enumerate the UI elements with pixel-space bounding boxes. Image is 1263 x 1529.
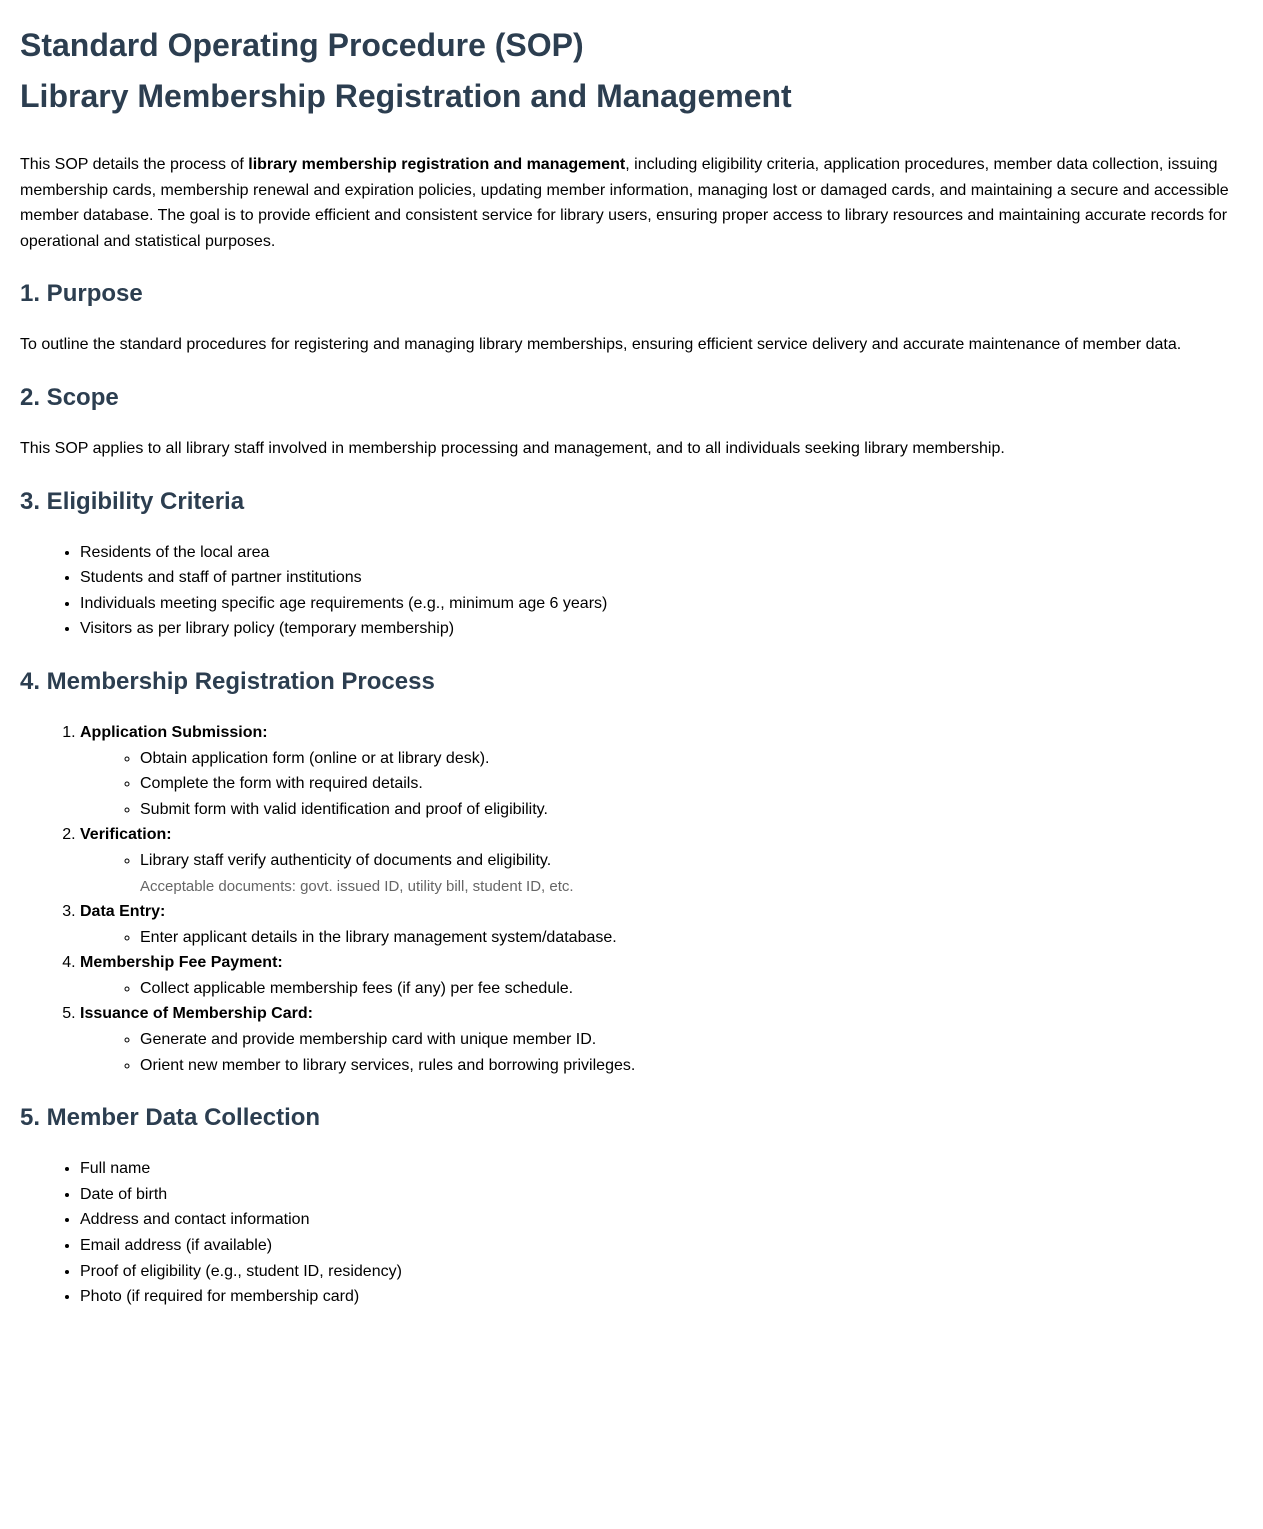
- list-item: ◦ Submit form with valid identification and proof of eligibility.: [140, 797, 1243, 823]
- list-item: ◦ Enter applicant details in the library management system/database.: [140, 925, 1243, 951]
- step-sublist: [80, 746, 1243, 823]
- list-item: • Visitors as per library policy (temporary membership): [80, 616, 1243, 642]
- step-sublist: [80, 925, 1243, 951]
- step-title: Membership Fee Payment:: [80, 954, 283, 972]
- intro-bold: library membership registration and management: [248, 156, 626, 173]
- intro-paragraph: [20, 152, 1243, 254]
- list-item: • Residents of the local area: [80, 540, 1243, 566]
- list-item-text: Library staff verify authenticity of documents and eligibility.: [140, 851, 552, 869]
- list-item: • Address and contact information: [80, 1207, 1243, 1233]
- list-item: [140, 848, 1243, 899]
- registration-heading: 4. Membership Registration Process: [20, 667, 435, 695]
- scope-heading: 2. Scope: [20, 383, 119, 411]
- step-title: Issuance of Membership Card:: [80, 1005, 313, 1023]
- purpose-text: To outline the standard procedures for registering and managing library memberships, ensuring efficient service delivery and accurate maintenance of member data.: [20, 336, 1182, 354]
- data-collection-heading: 5. Member Data Collection: [20, 1104, 321, 1132]
- eligibility-list: [20, 540, 1243, 642]
- list-item: • Date of birth: [80, 1182, 1243, 1208]
- step-application: [80, 720, 1243, 822]
- step-verification: [80, 822, 1243, 899]
- registration-steps: [20, 720, 1243, 1078]
- list-item: • Email address (if available): [80, 1233, 1243, 1259]
- list-item: • Proof of eligibility (e.g., student ID, residency): [80, 1259, 1243, 1285]
- step-card-issuance: [80, 1001, 1243, 1078]
- step-title: Data Entry:: [80, 903, 166, 921]
- step-fee-payment: [80, 950, 1243, 1001]
- acceptable-documents-note: Acceptable documents: govt. issued ID, utility bill, student ID, etc.: [140, 877, 574, 895]
- list-item: • Students and staff of partner institutions: [80, 565, 1243, 591]
- purpose-heading: 1. Purpose: [20, 280, 143, 308]
- step-title: Application Submission:: [80, 723, 268, 741]
- intro-suffix: , including eligibility criteria, application procedures, member data collection, issuing membership cards, membership renewal and expiration policies, updating member information, managing lost or damaged cards, and maintaining a secure and accessible member database. The goal is to provide efficient and consistent service for library users, ensuring proper access to library resources and maintaining accurate records for operational and statistical purposes.: [20, 156, 1229, 250]
- step-title: Verification:: [80, 826, 172, 844]
- intro-prefix: This SOP details the process of: [20, 156, 249, 173]
- list-item: • Full name: [80, 1156, 1243, 1182]
- data-collection-list: [20, 1156, 1243, 1310]
- list-item: ◦ Generate and provide membership card with unique member ID.: [140, 1027, 1243, 1053]
- step-sublist: [80, 848, 1243, 899]
- list-item: ◦ Complete the form with required details.: [140, 771, 1243, 797]
- list-item: • Photo (if required for membership card): [80, 1284, 1243, 1310]
- document-title: Standard Operating Procedure (SOP): [20, 27, 584, 63]
- list-item: • Individuals meeting specific age requirements (e.g., minimum age 6 years): [80, 591, 1243, 617]
- document-subtitle: Library Membership Registration and Management: [20, 78, 792, 114]
- step-data-entry: [80, 899, 1243, 950]
- scope-text: This SOP applies to all library staff involved in membership processing and management, and to all individuals seeking library membership.: [20, 439, 1005, 457]
- step-sublist: [80, 1027, 1243, 1078]
- list-item: ◦ Collect applicable membership fees (if any) per fee schedule.: [140, 976, 1243, 1002]
- eligibility-heading: 3. Eligibility Criteria: [20, 487, 245, 515]
- step-sublist: [80, 976, 1243, 1002]
- list-item: ◦ Obtain application form (online or at library desk).: [140, 746, 1243, 772]
- list-item: ◦ Orient new member to library services, rules and borrowing privileges.: [140, 1053, 1243, 1079]
